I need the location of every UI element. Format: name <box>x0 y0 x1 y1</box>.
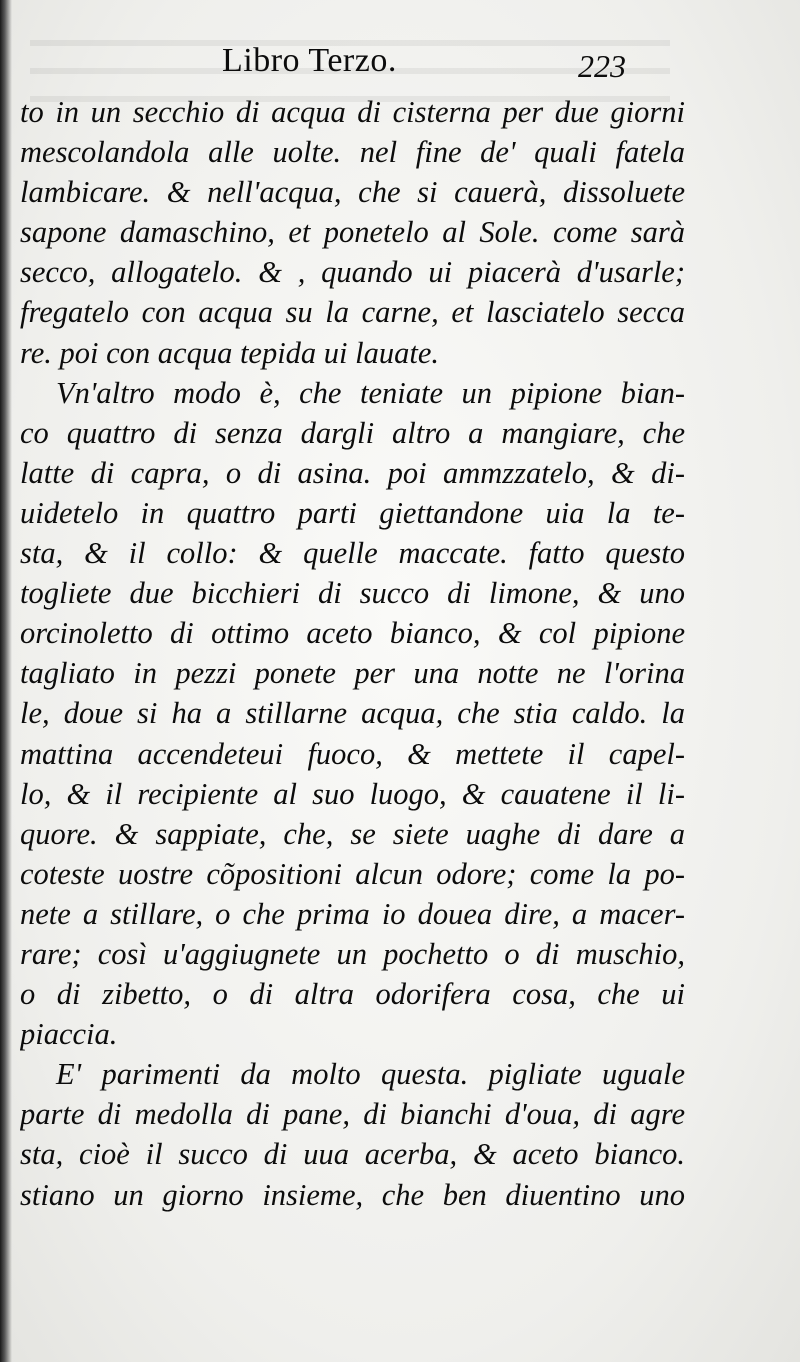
body-text <box>20 92 685 1215</box>
text-line: secco, allogatelo. & , quando ui piacerà d'usarle; <box>20 255 685 290</box>
text-line: sta, & il collo: & quelle maccate. fatto questo <box>20 536 685 571</box>
text-line: fregatelo con acqua su la carne, et lasciatelo secca <box>20 295 685 330</box>
text-line: to in un secchio di acqua di cisterna per due giorni <box>20 95 685 129</box>
text-line: co quattro di senza dargli altro a mangiare, che <box>20 415 685 450</box>
page-gutter-shadow <box>0 0 12 1362</box>
text-line: lo, & il recipiente al suo luogo, & cauatene il li- <box>20 776 685 811</box>
page-header <box>0 42 800 92</box>
text-line: orcinoletto di ottimo aceto bianco, & col pipione <box>20 616 685 651</box>
text-line: le, doue si ha a stillarne acqua, che stia caldo. la <box>20 696 685 731</box>
text-line: o di zibetto, o di altra odorifera cosa, che ui <box>20 977 685 1012</box>
text-line: tagliato in pezzi ponete per una notte ne l'orina <box>20 656 685 691</box>
paragraph-start-line: Vn'altro modo è, che teniate un pipione bian- <box>56 375 685 410</box>
text-line: piaccia. <box>20 1017 118 1052</box>
text-line: quore. & sappiate, che, se siete uaghe di dare a <box>20 816 685 851</box>
text-line: re. poi con acqua tepida ui lauate. <box>20 335 440 370</box>
text-line: uidetelo in quattro parti giettandone uia la te- <box>20 495 685 530</box>
text-line: coteste uostre cõpositioni alcun odore; come la po- <box>20 856 685 891</box>
text-line: mescolandola alle uolte. nel fine de' quali fatela <box>20 135 685 170</box>
text-line: nete a stillare, o che prima io douea dire, a macer- <box>20 896 685 931</box>
paragraph-start-line: E' parimenti da molto questa. pigliate uguale <box>56 1057 685 1092</box>
text-line: lambicare. & nell'acqua, che si cauerà, dissoluete <box>20 175 685 210</box>
text-line: sta, cioè il succo di uua acerba, & aceto bianco. <box>20 1137 685 1172</box>
text-line: stiano un giorno insieme, che ben diuentino uno <box>20 1177 685 1212</box>
running-head: Libro Terzo. <box>222 42 397 79</box>
page-number: 223 <box>578 48 626 84</box>
text-line: parte di medolla di pane, di bianchi d'oua, di agre <box>20 1097 685 1132</box>
text-line: rare; così u'aggiugnete un pochetto o di muschio, <box>20 936 685 971</box>
text-line: mattina accendeteui fuoco, & mettete il capel- <box>20 736 685 771</box>
text-line: sapone damaschino, et ponetelo al Sole. come sarà <box>20 215 685 250</box>
text-line: latte di capra, o di asina. poi ammzzatelo, & di- <box>20 455 685 490</box>
text-line: togliete due bicchieri di succo di limone, & uno <box>20 576 685 611</box>
